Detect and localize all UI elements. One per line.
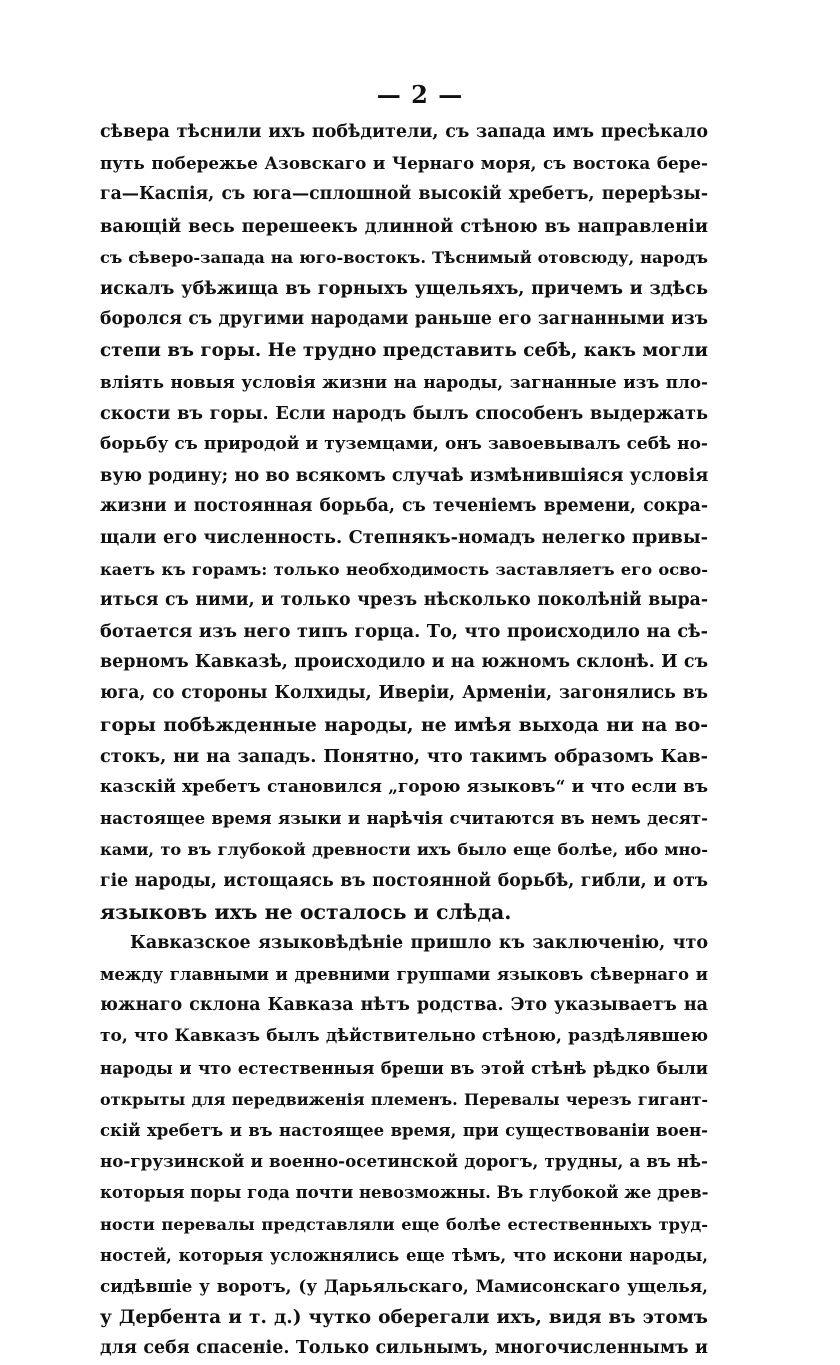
text-line: путь побережье Азовскаго и Чернаго моря, съ востока бере-: [100, 153, 708, 174]
paragraph-1: [100, 117, 708, 928]
text-line: настоящее время языки и нарѣчія считаются въ немъ десят-: [100, 809, 708, 829]
text-line: ности перевалы представляли еще болѣе естественныхъ труд-: [100, 1214, 708, 1234]
text-line: искалъ убѣжища въ горныхъ ущельяхъ, причемъ и здѣсь: [100, 277, 708, 299]
text-line: вающій весь перешеекъ длинной стѣною въ направленіи: [100, 215, 708, 237]
text-line: ностей, которыя усложнялись еще тѣмъ, что искони народы,: [100, 1245, 708, 1265]
text-line: юга, со стороны Колхиды, Иверіи, Арменіи, загонялись въ: [100, 683, 708, 704]
text-line: то, что Кавказъ былъ дѣйствительно стѣною, раздѣлявшею: [100, 1026, 708, 1047]
text-line: вую родину; но во всякомъ случаѣ измѣнившіяся условія: [100, 465, 709, 487]
text-line: казскій хребетъ становился „горою языковъ“ и что если въ: [100, 776, 708, 797]
text-line: верномъ Кавказѣ, происходило и на южномъ склонѣ. И съ: [100, 652, 708, 673]
text-line: щали его численность. Степнякъ-номадъ нелегко привы-: [100, 527, 708, 549]
text-line: скій хребетъ и въ настоящее время, при существованіи воен-: [100, 1121, 708, 1140]
text-line: для себя спасеніе. Только сильнымъ, многочисленнымъ и: [100, 1338, 708, 1359]
text-line: Кавказское языковѣдѣніе пришло къ заключенію, что: [130, 932, 708, 953]
text-line: каетъ къ горамъ: только необходимость заставляетъ его осво-: [100, 559, 708, 579]
text-line: степи въ горы. Не трудно представить себѣ, какъ могли: [100, 340, 708, 362]
paragraph-2: [100, 928, 708, 1365]
text-line: иться съ ними, и только чрезъ нѣсколько поколѣній выра-: [100, 589, 708, 610]
text-line: горы побѣжденные народы, не имѣя выхода ни на во-: [100, 713, 708, 736]
text-line: южнаго склона Кавказа нѣтъ родства. Это указываетъ на: [100, 995, 708, 1016]
text-line: стокъ, ни на западъ. Понятно, что такимъ образомъ Кав-: [100, 745, 708, 767]
text-line: сидѣвшіе у воротъ, (у Дарьяльскаго, Мамисонскаго ущелья,: [100, 1275, 708, 1296]
page-text: [100, 117, 708, 1365]
text-line: открыты для передвиженія племенъ. Перевалы черезъ гигант-: [100, 1089, 708, 1109]
text-line: га—Каспія, съ юга—сплошной высокій хребетъ, перерѣзы-: [100, 184, 708, 205]
text-line: скости въ горы. Если народъ былъ способенъ выдержать: [100, 402, 708, 424]
text-line: вліять новыя условія жизни на народы, загнанные изъ пло-: [100, 371, 708, 392]
text-line: народы и что естественныя бреши въ этой стѣнѣ рѣдко были: [100, 1058, 708, 1078]
text-line: которыя поры года почти невозможны. Въ глубокой же древ-: [100, 1183, 709, 1203]
page-number: — 2 —: [376, 80, 464, 109]
text-line: ботается изъ него типъ горца. То, что происходило на сѣ-: [100, 621, 708, 642]
text-line: между главными и древними группами языковъ сѣвернаго и: [100, 965, 708, 985]
text-line: боролся съ другими народами раньше его загнанными изъ: [100, 309, 708, 330]
text-line: у Дербента и т. д.) чутко оберегали ихъ, видя въ этомъ: [100, 1307, 708, 1329]
text-line: съ сѣверо-запада на юго-востокъ. Тѣснимый отовсюду, народъ: [100, 247, 708, 267]
text-line: ками, то въ глубокой древности ихъ было еще болѣе, ибо мно-: [100, 840, 708, 860]
text-line: гіе народы, истощаясь въ постоянной борьбѣ, гибли, и отъ: [100, 870, 708, 891]
text-line: сѣвера тѣснили ихъ побѣдители, съ запада имъ пресѣкало: [100, 122, 708, 142]
text-line: но-грузинской и военно-осетинской дорогъ, трудны, а въ нѣ-: [100, 1151, 708, 1172]
text-line: языковъ ихъ не осталось и слѣда.: [100, 899, 512, 924]
text-line: жизни и постоянная борьба, съ теченіемъ времени, сокра-: [100, 496, 708, 517]
text-line: борьбу съ природой и туземцами, онъ завоевывалъ себѣ но-: [100, 433, 708, 454]
